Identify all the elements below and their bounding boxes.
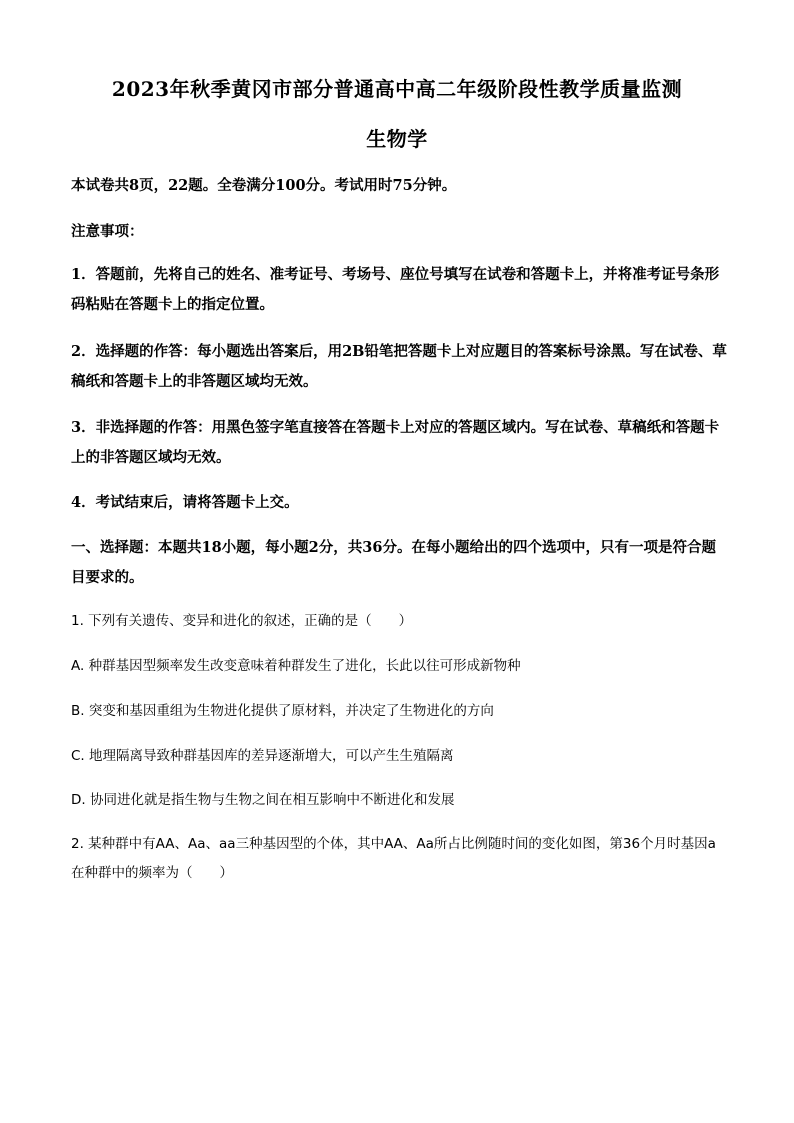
question-1-stem: 1. 下列有关遗传、变异和进化的叙述，正确的是（ ） xyxy=(71,613,413,629)
question-2-stem: 2. 某种群中有AA、Aa、aa三种基因型的个体，其中AA、Aa所占比例随时间的变化如图，第36个月时基因a在种群中的频率为（ ） xyxy=(71,836,716,881)
question-1-option-c: C. 地理隔离导致种群基因库的差异逐渐增大，可以产生生殖隔离 xyxy=(71,748,454,764)
notice-item-1: 1．答题前，先将自己的姓名、准考证号、考场号、座位号填写在试卷和答题卡上，并将准考证号条形码粘贴在答题卡上的指定位置。 xyxy=(71,266,720,313)
subject-title: 生物学 xyxy=(366,127,428,151)
exam-intro: 本试卷共8页，22题。全卷满分100分。考试用时75分钟。 xyxy=(71,177,457,194)
exam-title: 2023年秋季黄冈市部分普通高中高二年级阶段性教学质量监测 xyxy=(111,77,683,101)
notice-item-2: 2．选择题的作答：每小题选出答案后，用2B铅笔把答题卡上对应题目的答案标号涂黑。写在试卷、草稿纸和答题卡上的非答题区域均无效。 xyxy=(71,343,727,390)
section-heading: 一、选择题：本题共18小题，每小题2分，共36分。在每小题给出的四个选项中，只有一项是符合题目要求的。 xyxy=(71,539,716,586)
notice-item-4: 4．考试结束后，请将答题卡上交。 xyxy=(71,494,299,511)
notice-heading: 注意事项： xyxy=(71,223,144,240)
question-1-option-d: D. 协同进化就是指生物与生物之间在相互影响中不断进化和发展 xyxy=(71,792,455,808)
notice-item-3: 3．非选择题的作答：用黑色签字笔直接答在答题卡上对应的答题区域内。写在试卷、草稿纸和答题卡上的非答题区域均无效。 xyxy=(71,419,720,466)
question-1-option-a: A. 种群基因型频率发生改变意味着种群发生了进化，长此以往可形成新物种 xyxy=(71,658,521,674)
question-1-option-b: B. 突变和基因重组为生物进化提供了原材料，并决定了生物进化的方向 xyxy=(71,703,494,719)
